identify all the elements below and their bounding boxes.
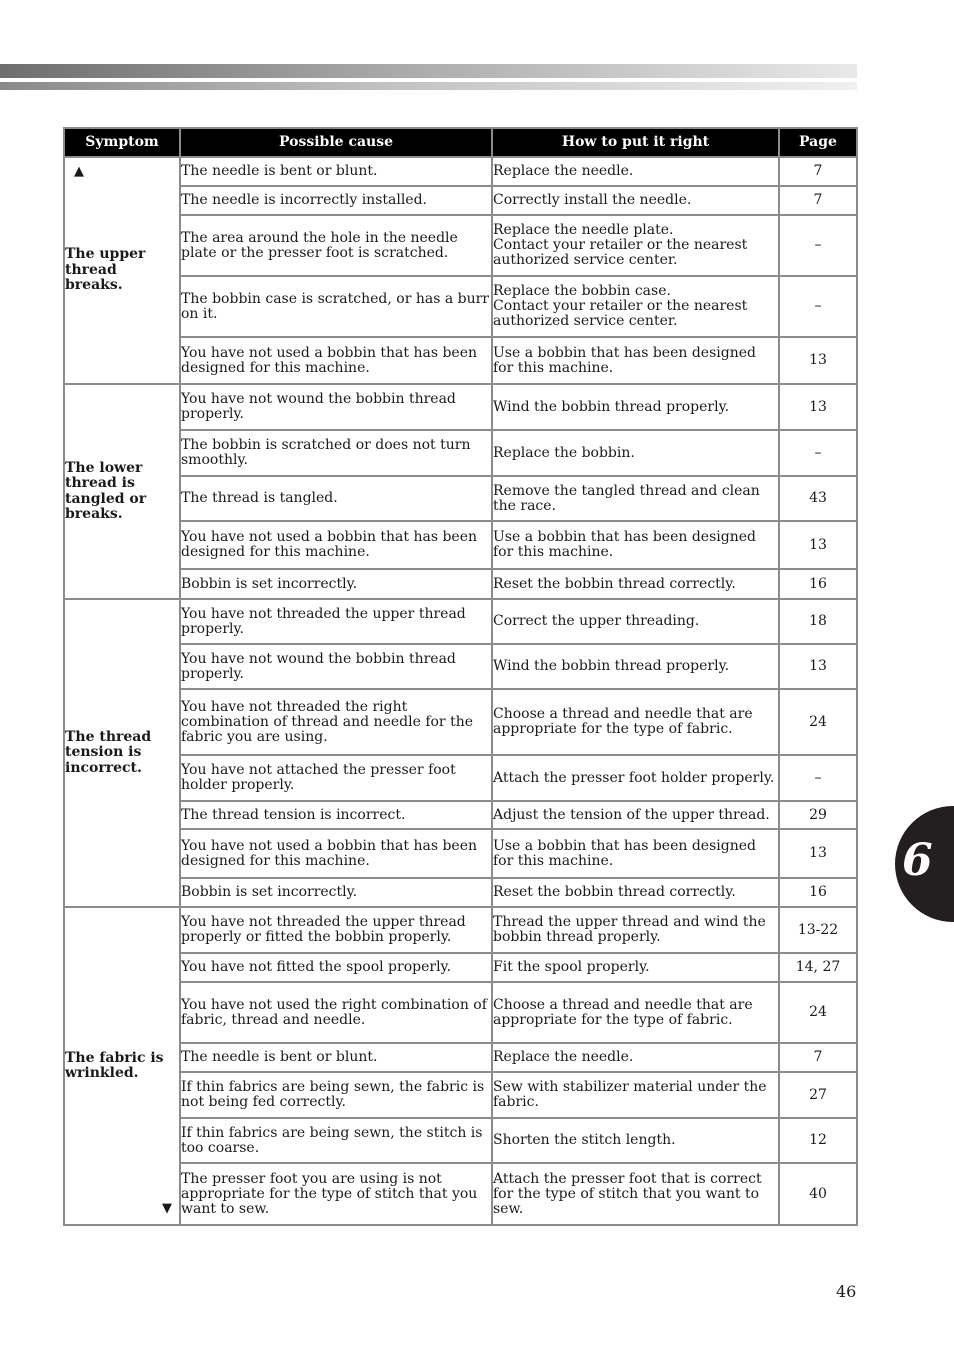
table-row — [64, 569, 857, 599]
cause-cell: You have not used a bobbin that has been designed for this machine. — [180, 521, 492, 569]
cause-cell: You have not fitted the spool properly. — [180, 953, 492, 982]
header-gradient-band-thin — [0, 82, 857, 90]
cause-cell: You have not used the right combination of fabric, thread and needle. — [180, 982, 492, 1043]
header-symptom: Symptom — [64, 128, 180, 157]
page-cell: – — [779, 430, 857, 476]
table-row — [64, 801, 857, 829]
cause-cell: Bobbin is set incorrectly. — [180, 569, 492, 599]
table-row — [64, 829, 857, 878]
page-cell: 40 — [779, 1163, 857, 1225]
fix-cell: Use a bobbin that has been designed for this machine. — [492, 521, 779, 569]
page-cell: 43 — [779, 476, 857, 521]
page-cell: 29 — [779, 801, 857, 829]
fix-cell: Correct the upper threading. — [492, 599, 779, 644]
cause-cell: You have not attached the presser foot holder properly. — [180, 755, 492, 801]
cause-cell: You have not threaded the right combination of thread and needle for the fabric you are using. — [180, 689, 492, 755]
table-row — [64, 755, 857, 801]
cause-cell: You have not threaded the upper thread properly or fitted the bobbin properly. — [180, 907, 492, 953]
page-cell: 13 — [779, 644, 857, 689]
fix-cell: Fit the spool properly. — [492, 953, 779, 982]
table-row — [64, 157, 857, 186]
cause-cell: The bobbin case is scratched, or has a burr on it. — [180, 276, 492, 337]
continue-up-arrow-icon: ▲ — [74, 164, 84, 179]
symptom-label: The fabric is wrinkled. — [65, 1049, 164, 1081]
fix-cell: Replace the needle. — [492, 157, 779, 186]
cause-cell: The thread tension is incorrect. — [180, 801, 492, 829]
fix-cell: Wind the bobbin thread properly. — [492, 384, 779, 430]
fix-cell: Choose a thread and needle that are appropriate for the type of fabric. — [492, 982, 779, 1043]
troubleshooting-table — [63, 127, 858, 1226]
table-header-row — [64, 128, 857, 157]
table-row — [64, 878, 857, 907]
symptom-cell — [64, 384, 180, 599]
symptom-label: The lower thread is tangled or breaks. — [65, 459, 147, 522]
cause-cell: The needle is incorrectly installed. — [180, 186, 492, 215]
page-cell: 27 — [779, 1072, 857, 1118]
page-cell: 13 — [779, 521, 857, 569]
fix-cell: Wind the bobbin thread properly. — [492, 644, 779, 689]
page-cell: 13 — [779, 337, 857, 384]
table-row — [64, 1043, 857, 1072]
fix-cell: Shorten the stitch length. — [492, 1118, 779, 1163]
table-row — [64, 1072, 857, 1118]
header-fix: How to put it right — [492, 128, 779, 157]
fix-cell: Adjust the tension of the upper thread. — [492, 801, 779, 829]
fix-cell: Attach the presser foot that is correct for the type of stitch that you want to sew. — [492, 1163, 779, 1225]
table-row — [64, 215, 857, 276]
fix-cell: Use a bobbin that has been designed for this machine. — [492, 829, 779, 878]
page-cell: 7 — [779, 157, 857, 186]
cause-cell: You have not used a bobbin that has been designed for this machine. — [180, 829, 492, 878]
page-number: 46 — [836, 1282, 857, 1301]
fix-cell: Sew with stabilizer material under the fabric. — [492, 1072, 779, 1118]
table-row — [64, 644, 857, 689]
table-row — [64, 337, 857, 384]
header-page: Page — [779, 128, 857, 157]
cause-cell: The area around the hole in the needle plate or the presser foot is scratched. — [180, 215, 492, 276]
table-row — [64, 599, 857, 644]
symptom-label: The thread tension is incorrect. — [65, 728, 152, 776]
header-gradient-band — [0, 64, 857, 78]
fix-cell: Choose a thread and needle that are appropriate for the type of fabric. — [492, 689, 779, 755]
page-cell: 13 — [779, 829, 857, 878]
symptom-cell — [64, 907, 180, 1225]
page-cell: – — [779, 276, 857, 337]
table-body — [64, 157, 857, 1225]
cause-cell: You have not wound the bobbin thread properly. — [180, 384, 492, 430]
cause-cell: The thread is tangled. — [180, 476, 492, 521]
page-cell: 12 — [779, 1118, 857, 1163]
symptom-cell — [64, 599, 180, 907]
cause-cell: The needle is bent or blunt. — [180, 1043, 492, 1072]
page-cell: 13 — [779, 384, 857, 430]
fix-cell: Correctly install the needle. — [492, 186, 779, 215]
fix-cell: Remove the tangled thread and clean the race. — [492, 476, 779, 521]
table-row — [64, 186, 857, 215]
fix-cell: Replace the bobbin. — [492, 430, 779, 476]
page-cell: 7 — [779, 186, 857, 215]
table-row — [64, 476, 857, 521]
page-cell: 16 — [779, 569, 857, 599]
cause-cell: The bobbin is scratched or does not turn smoothly. — [180, 430, 492, 476]
fix-cell: Replace the needle plate. Contact your retailer or the nearest authorized service center. — [492, 215, 779, 276]
page-cell: 24 — [779, 689, 857, 755]
page-cell: 7 — [779, 1043, 857, 1072]
cause-cell: You have not used a bobbin that has been designed for this machine. — [180, 337, 492, 384]
table-row — [64, 907, 857, 953]
cause-cell: The presser foot you are using is not appropriate for the type of stitch that you want to sew. — [180, 1163, 492, 1225]
fix-cell: Replace the needle. — [492, 1043, 779, 1072]
table-row — [64, 521, 857, 569]
page-cell: 16 — [779, 878, 857, 907]
fix-cell: Attach the presser foot holder properly. — [492, 755, 779, 801]
table-row — [64, 689, 857, 755]
cause-cell: You have not wound the bobbin thread properly. — [180, 644, 492, 689]
page-cell: 14, 27 — [779, 953, 857, 982]
page-cell: 13-22 — [779, 907, 857, 953]
fix-cell: Reset the bobbin thread correctly. — [492, 569, 779, 599]
page-cell: – — [779, 755, 857, 801]
table-row — [64, 384, 857, 430]
table-row — [64, 276, 857, 337]
symptom-cell — [64, 157, 180, 384]
fix-cell: Use a bobbin that has been designed for this machine. — [492, 337, 779, 384]
cause-cell: You have not threaded the upper thread properly. — [180, 599, 492, 644]
cause-cell: The needle is bent or blunt. — [180, 157, 492, 186]
table-row — [64, 982, 857, 1043]
symptom-label: The upper thread breaks. — [65, 246, 146, 294]
table-row — [64, 430, 857, 476]
table-row — [64, 1118, 857, 1163]
fix-cell: Thread the upper thread and wind the bobbin thread properly. — [492, 907, 779, 953]
header-cause: Possible cause — [180, 128, 492, 157]
page-cell: – — [779, 215, 857, 276]
cause-cell: If thin fabrics are being sewn, the fabric is not being fed correctly. — [180, 1072, 492, 1118]
page-cell: 18 — [779, 599, 857, 644]
page-cell: 24 — [779, 982, 857, 1043]
fix-cell: Reset the bobbin thread correctly. — [492, 878, 779, 907]
table-row — [64, 1163, 857, 1225]
chapter-number: 6 — [902, 835, 933, 886]
continue-down-arrow-icon: ▼ — [162, 1201, 172, 1216]
cause-cell: If thin fabrics are being sewn, the stitch is too coarse. — [180, 1118, 492, 1163]
fix-cell: Replace the bobbin case. Contact your retailer or the nearest authorized service center. — [492, 276, 779, 337]
cause-cell: Bobbin is set incorrectly. — [180, 878, 492, 907]
table-row — [64, 953, 857, 982]
